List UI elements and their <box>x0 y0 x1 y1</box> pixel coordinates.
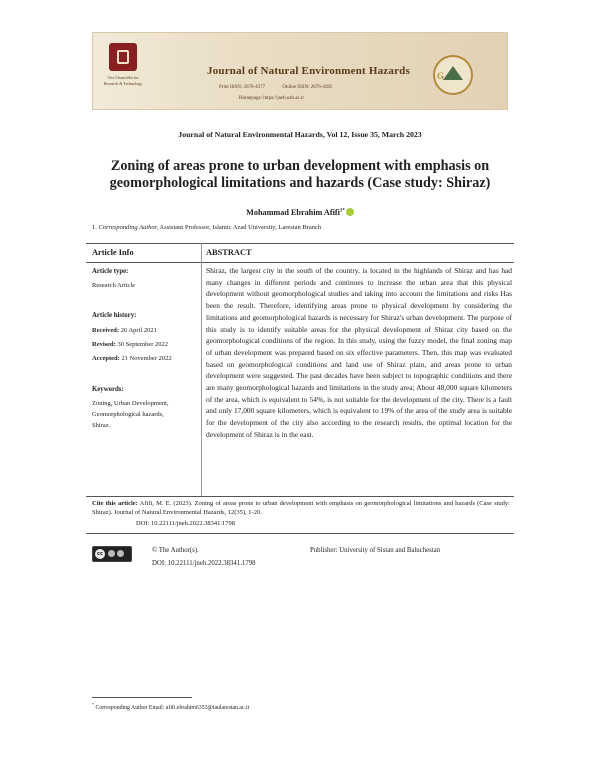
orcid-icon[interactable] <box>346 208 354 216</box>
cc-by-icon <box>108 550 115 557</box>
revised-label: Revised: <box>92 341 116 348</box>
abstract-text: Shiraz, the largest city in the south of the country, is located in the highlands of Shiraz and has had many changes in different periods and continues to increase the urban area that this physical development without geomorphological studies and taking into account the limitations and risks Has been the result. Therefore, identifying areas prone to physical development by considering the limitations and geomorphological hazards is necessary for Shiraz's urban development. The purpose of this study is to identify suitable areas for the physical development of Shiraz city based on the geomorphological conditions of the region. In this study, using the fuzzy model, the final zoning map of urban development was prepared based on six effective parameters. Then, this map was evaluated based on geomorphological conditions and land use of Shiraz plain, and areas prone to urban development were suggested. The past decades have been subject to topographic conditions and there are many geomorphological hazards and limitations in the study area; About 48,000 square kilometers of the area, which is equivalent to 54%, is not suitable for the development of the city. There is a fault and only 17,000 square kilometers, which is equivalent to 19% of the area of the study area is suitable for the development of the city also according to the research results, the optimal location for the development of Shiraz is in the east. <box>206 266 512 439</box>
received-label: Received: <box>92 327 120 334</box>
keyword-line: Zoning, Urban Development, <box>92 400 169 407</box>
accepted-date <box>92 355 172 362</box>
license-doi[interactable]: DOI: 10.22111/jneh.2022.38341.1798 <box>152 560 256 567</box>
journal-banner <box>92 32 508 110</box>
university-logo <box>101 43 145 99</box>
divider <box>86 496 514 497</box>
article-type-value: Research Article <box>92 282 136 289</box>
article-info-header: Article Info <box>92 248 134 257</box>
copyright-owner: © The Author(s). <box>152 547 199 554</box>
keyword-line: Shiraz. <box>92 422 111 429</box>
journal-citation-line: Journal of Natural Environmental Hazards, Vol 12, Issue 35, March 2023 <box>178 130 422 139</box>
divider <box>86 262 514 263</box>
affiliation-text: Assistant Professor, Islamic Azad University, Larestan Branch <box>159 224 322 231</box>
keyword-line: Geomorphological hazards, <box>92 411 164 418</box>
affiliation-number: 1. <box>92 224 97 231</box>
author-line <box>0 208 600 217</box>
footnote <box>92 702 250 711</box>
footnote-marker: * <box>92 702 94 707</box>
divider <box>86 243 514 244</box>
received-value: 26 April 2021 <box>120 327 157 334</box>
footnote-divider <box>92 697 192 698</box>
accepted-label: Accepted: <box>92 355 120 362</box>
university-logo-text: Vice Chancellor for Research & Technology <box>103 75 143 86</box>
author-marker: 1* <box>339 208 345 214</box>
citation <box>92 499 510 517</box>
author-name: Mohammad Ebrahim Afifi <box>246 208 340 217</box>
journal-logo-letter: G <box>437 71 445 81</box>
citation-label: Cite this article: <box>92 500 138 507</box>
cc-text: cc <box>95 549 105 559</box>
article-history-label: Article history: <box>92 312 137 319</box>
keywords-label: Keywords: <box>92 386 124 393</box>
accepted-value: 21 November 2022 <box>121 355 172 362</box>
homepage-link[interactable]: Homepage: https://jneh.usb.ac.ir <box>239 96 304 101</box>
online-issn: Online ISSN: 2676-4385 <box>282 85 333 90</box>
revised-date <box>92 341 168 348</box>
print-issn: Print ISSN: 2676-4377 <box>219 85 266 90</box>
column-separator <box>201 243 202 496</box>
issn-line <box>219 85 348 90</box>
article-type-label: Article type: <box>92 268 129 275</box>
affiliation <box>92 224 321 231</box>
revised-value: 30 September 2022 <box>117 341 169 348</box>
corresponding-email: Corresponding Author Email: afifi.ebrahim6353@iaularestan.ac.ir <box>95 704 250 711</box>
divider <box>86 533 514 534</box>
university-emblem-icon <box>109 43 137 71</box>
paper-title: Zoning of areas prone to urban development with emphasis on geomorphological limitations and hazards (Case study: Shiraz) <box>109 158 491 191</box>
publisher: Publisher: University of Sistan and Baluchestan <box>310 547 441 554</box>
cc-license-icon[interactable] <box>92 546 132 562</box>
citation-text: Afifi, M. E. (2023). Zoning of areas prone to urban development with emphasis on geomorphological limitations and hazards (Case study: Shiraz). Journal of Natural Environmental Hazards, 12(35), 1-20. <box>92 500 510 516</box>
abstract-header: ABSTRACT <box>206 248 252 257</box>
banner-journal-title: Journal of Natural Environment Hazards <box>207 65 410 77</box>
cc-nc-icon <box>117 550 124 557</box>
affiliation-role: Corresponding Author, <box>98 224 159 231</box>
received-date <box>92 327 157 334</box>
journal-logo-icon <box>433 55 473 95</box>
citation-doi[interactable]: DOI: 10.22111/jneh.2022.38341.1798 <box>136 520 235 527</box>
